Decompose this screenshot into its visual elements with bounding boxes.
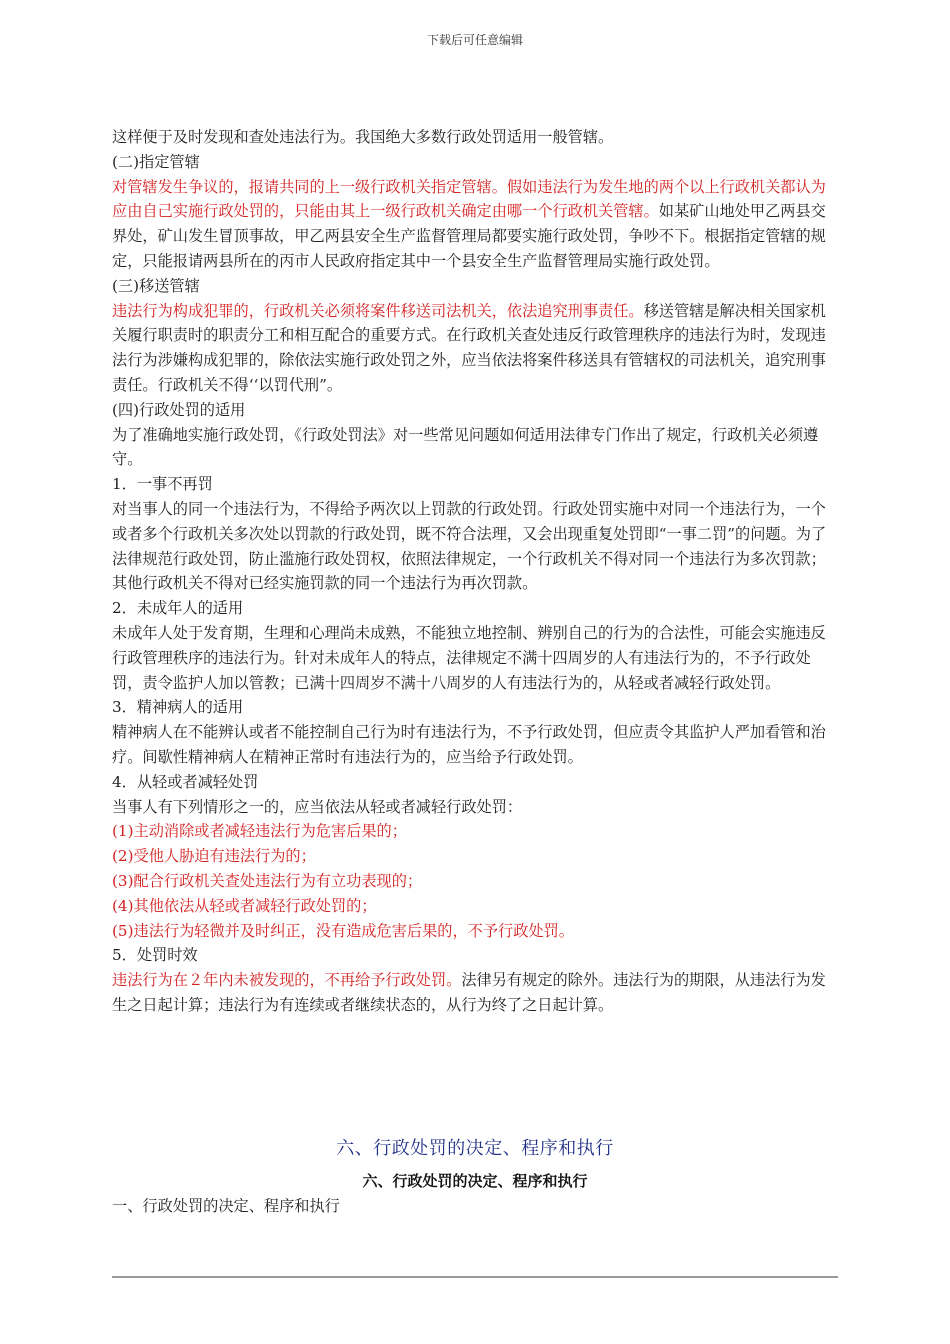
paragraph-text: 移送管辖是解决相关国家机关履行职责时的职责分工和相互配合的重要方式。在行政机关查处违反行政管理秩序的违法行为时，发现违法行为涉嫌构成犯罪的，除依法实施行政处罚之外，应当依法将案件移送具有管辖权的司法机关，追究刑事责任。行政机关不得‘‘以罚代刑”。 [112,301,826,394]
paragraph-text: (二)指定管辖 [112,152,200,171]
paragraph [112,819,838,844]
paragraph [112,869,838,894]
paragraph-text: 对当事人的同一个违法行为，不得给予两次以上罚款的行政处罚。行政处罚实施中对同一个违法行为，一个或者多个行政机关多次处以罚款的行政处罚，既不符合法理，又会出现重复处罚即“一事二罚”的问题。为了法律规范行政处罚，防止滥施行政处罚权，依照法律规定，一个行政机关不得对同一个违法行为多次罚款；其他行政机关不得对已经实施罚款的同一个违法行为再次罚款。 [112,499,827,593]
document-body [112,125,838,1018]
paragraph-text: 这样便于及时发现和查处违法行为。我国绝大多数行政处罚适用一般管辖。 [112,128,614,146]
section-heading: 六、行政处罚的决定、程序和执行 [336,1138,614,1159]
highlighted-text: (3)配合行政机关查处违法行为有立功表现的； [112,871,423,890]
paragraph [112,175,838,274]
paragraph [112,720,838,770]
section-item: 一、行政处罚的决定、程序和执行 [112,1197,340,1215]
paragraph [112,125,838,150]
paragraph-text: 3．精神病人的适用 [112,698,244,717]
footer-divider [112,1276,838,1278]
paragraph [112,472,838,497]
paragraph-text: 5．处罚时效 [112,946,198,965]
highlighted-text: (5)违法行为轻微并及时纠正，没有造成危害后果的，不予行政处罚。 [112,921,574,940]
highlighted-text: 违法行为在２年内未被发现的，不再给予行政处罚。 [112,971,462,990]
paragraph-text: 法律另有规定的除外。违法行为的期限，从违法行为发生之日起计算；违法行为有连续或者继续状态的，从行为终了之日起计算。 [112,971,826,1014]
paragraph [112,398,838,423]
paragraph [112,150,838,175]
paragraph-text: 1．一事不再罚 [112,475,213,494]
highlighted-text: (4)其他依法从轻或者减轻行政处罚的； [112,896,377,915]
paragraph-text: (四)行政处罚的适用 [112,400,246,419]
paragraph [112,919,838,944]
paragraph-text: 2．未成年人的适用 [112,599,244,618]
paragraph [112,596,838,621]
page-header: 下载后可任意编辑 [426,33,523,47]
highlighted-text: (1)主动消除或者减轻违法行为危害后果的； [112,822,407,841]
paragraph-text: 未成年人处于发育期，生理和心理尚未成熟，不能独立地控制、辨别自己的行为的合法性，可能会实施违反行政管理秩序的违法行为。针对未成年人的特点，法律规定不满十四周岁的人有违法行为的，不予行政处罚，责令监护人加以管教；已满十四周岁不满十八周岁的人有违法行为的，从轻或者减轻行政处罚。 [112,623,826,692]
paragraph-text: 精神病人在不能辨认或者不能控制自己行为时有违法行为，不予行政处罚，但应责令其监护人严加看管和治疗。间歇性精神病人在精神正常时有违法行为的，应当给予行政处罚。 [112,723,826,766]
highlighted-text: 对管辖发生争议的，报请共同的上一级行政机关指定管辖。假如违法行为发生地的两个以上行政机关都认为应由自己实施行政处罚的，只能由其上一级行政机关确定由哪一个行政机关管辖。 [112,177,826,221]
paragraph [112,770,838,795]
paragraph-text: 如某矿山地处甲乙两县交界处，矿山发生冒顶事故，甲乙两县安全生产监督管理局都要实施行政处罚，争吵不下。根据指定管辖的规定，只能报请两县所在的丙市人民政府指定其中一个县安全生产监督管理局实施行政处罚。 [112,202,826,270]
paragraph [112,968,838,1018]
paragraph [112,621,838,695]
sub-heading: 六、行政处罚的决定、程序和执行 [362,1172,588,1190]
paragraph-text: 当事人有下列情形之一的，应当依法从轻或者减轻行政处罚： [112,797,523,816]
paragraph [112,894,838,919]
highlighted-text: (2)受他人胁迫有违法行为的； [112,847,316,866]
paragraph [112,497,838,596]
paragraph [112,795,838,820]
paragraph [112,299,838,398]
paragraph [112,423,838,473]
paragraph [112,844,838,869]
paragraph-text: (三)移送管辖 [112,276,200,295]
paragraph [112,274,838,299]
paragraph [112,695,838,720]
highlighted-text: 违法行为构成犯罪的，行政机关必须将案件移送司法机关，依法追究刑事责任。 [112,301,644,320]
paragraph-text: 4．从轻或者减轻处罚 [112,772,259,791]
paragraph [112,943,838,968]
paragraph-text: 为了准确地实施行政处罚，《行政处罚法》对一些常见问题如何适用法律专门作出了规定，行政机关必须遵守。 [112,425,819,469]
